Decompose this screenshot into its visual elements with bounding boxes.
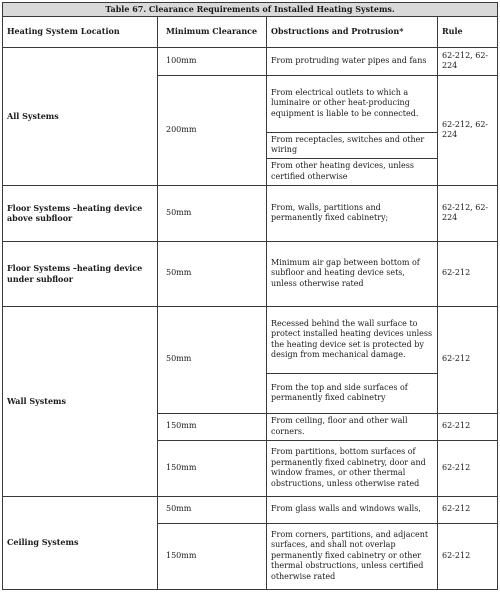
table-row	[3, 496, 498, 523]
clearance-cell: 50mm	[158, 496, 267, 523]
header-clearance: Minimum Clearance	[158, 16, 267, 47]
clearance-cell: 50mm	[158, 306, 267, 413]
rule-cell: 62-212	[438, 523, 498, 589]
header-location: Heating System Location	[3, 16, 158, 47]
obstruction-cell: From corners, partitions, and adjacent surfaces, and shall not overlap permanently fixed cabinetry or other thermal obstructions, unless certified otherwise rated	[267, 523, 438, 589]
table-row	[3, 306, 498, 373]
clearance-cell: 150mm	[158, 413, 267, 440]
location-cell: Floor Systems –heating device above subfloor	[3, 185, 158, 241]
clearance-cell: 150mm	[158, 440, 267, 496]
table-row	[3, 185, 498, 241]
rule-cell: 62-212	[438, 241, 498, 306]
location-cell: Wall Systems	[3, 306, 158, 496]
rule-cell: 62-212	[438, 496, 498, 523]
rule-cell: 62-212	[438, 306, 498, 413]
obstruction-cell: From partitions, bottom surfaces of permanently fixed cabinetry, door and window frames, or other thermal obstructions, unless otherwise rated	[267, 440, 438, 496]
clearance-cell: 100mm	[158, 47, 267, 75]
header-rule: Rule	[438, 16, 498, 47]
location-cell: Ceiling Systems	[3, 496, 158, 589]
rule-cell: 62-212, 62-224	[438, 47, 498, 75]
table-title-row	[3, 3, 498, 17]
obstruction-cell: From, walls, partitions and permanently fixed cabinetry;	[267, 185, 438, 241]
clearance-cell: 50mm	[158, 241, 267, 306]
obstruction-cell: Minimum air gap between bottom of subfloor and heating device sets, unless otherwise rated	[267, 241, 438, 306]
clearance-cell: 50mm	[158, 185, 267, 241]
clearance-cell: 150mm	[158, 523, 267, 589]
clearance-cell: 200mm	[158, 75, 267, 185]
rule-cell: 62-212, 62-224	[438, 185, 498, 241]
clearance-table	[2, 2, 498, 590]
header-row	[3, 16, 498, 47]
obstruction-cell: From electrical outlets to which a luminaire or other heat-producing equipment is liable to be connected.	[267, 75, 438, 132]
table-row	[3, 47, 498, 75]
location-cell: Floor Systems –heating device under subfloor	[3, 241, 158, 306]
obstruction-cell: From the top and side surfaces of permanently fixed cabinetry	[267, 373, 438, 413]
table-row	[3, 241, 498, 306]
header-obstructions: Obstructions and Protrusion*	[267, 16, 438, 47]
obstruction-cell: From glass walls and windows walls,	[267, 496, 438, 523]
table-title: Table 67. Clearance Requirements of Installed Heating Systems.	[3, 3, 498, 17]
rule-cell: 62-212	[438, 413, 498, 440]
obstruction-cell: From ceiling, floor and other wall corners.	[267, 413, 438, 440]
obstruction-cell: From other heating devices, unless certified otherwise	[267, 158, 438, 185]
obstruction-cell: From receptacles, switches and other wiring	[267, 132, 438, 158]
rule-cell: 62-212	[438, 440, 498, 496]
obstruction-cell: Recessed behind the wall surface to protect installed heating devices unless the heating device set is protected by design from mechanical damage.	[267, 306, 438, 373]
obstruction-cell: From protruding water pipes and fans	[267, 47, 438, 75]
rule-cell: 62-212, 62-224	[438, 75, 498, 185]
location-cell: All Systems	[3, 47, 158, 185]
